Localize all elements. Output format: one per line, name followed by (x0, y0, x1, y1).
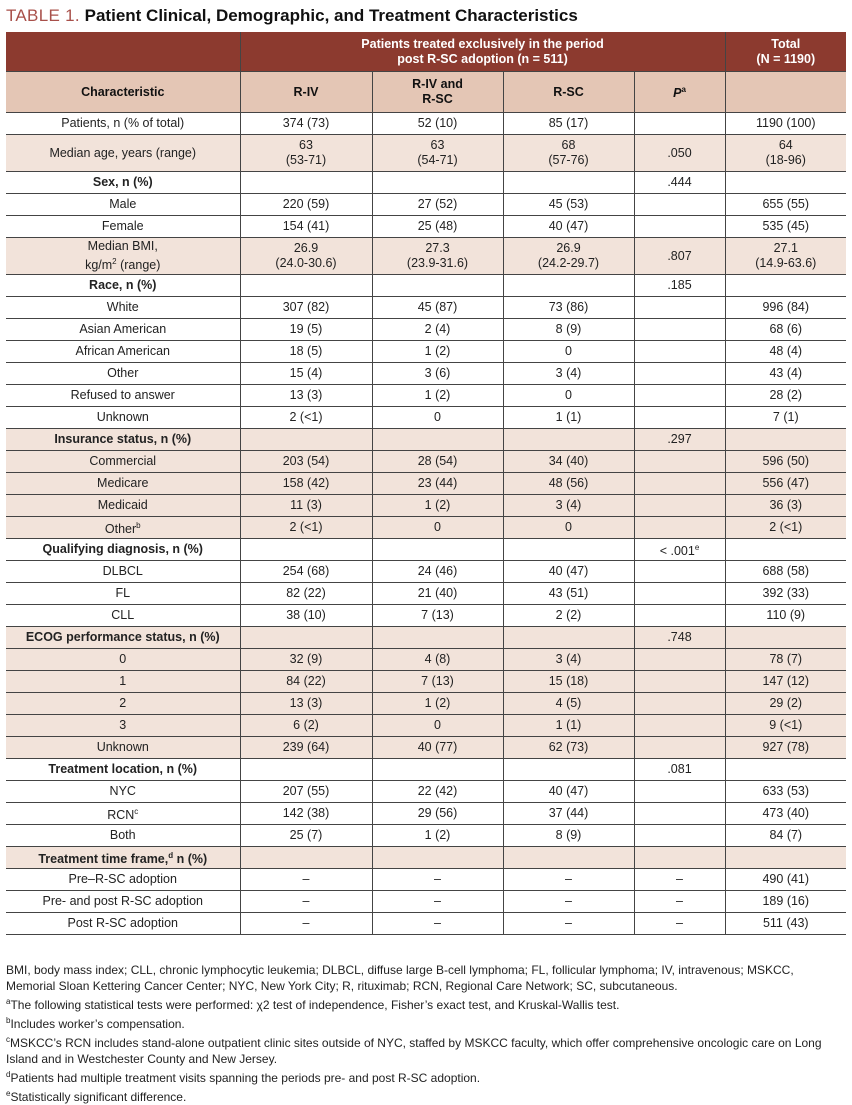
table-row (6, 319, 846, 341)
cell-both: 52 (10) (372, 113, 503, 135)
cell-both: 1 (2) (372, 495, 503, 517)
cell-riv: 207 (55) (240, 781, 372, 803)
cell-rsc: 34 (40) (503, 451, 634, 473)
row-label: White (6, 297, 240, 319)
cell-total: 511 (43) (725, 913, 846, 935)
cell-both: 25 (48) (372, 216, 503, 238)
row-label: 0 (6, 649, 240, 671)
row-label: Post R-SC adoption (6, 913, 240, 935)
cell-total: 490 (41) (725, 869, 846, 891)
row-label: Race, n (%) (6, 275, 240, 297)
cell-both: 7 (13) (372, 605, 503, 627)
cell-total (725, 539, 846, 561)
row-label: African American (6, 341, 240, 363)
header-column-row (6, 72, 846, 113)
cell-riv: 63 (53-71) (240, 135, 372, 172)
row-label: RCN$^c$ (6, 803, 240, 825)
col-rsc: R-SC (503, 72, 634, 113)
cell-p: .081 (634, 759, 725, 781)
cell-both: 28 (54) (372, 451, 503, 473)
cell-total: 535 (45) (725, 216, 846, 238)
cell-p: .050 (634, 135, 725, 172)
header-total: Total (N = 1190) (725, 32, 846, 72)
table-row (6, 847, 846, 869)
cell-riv: 254 (68) (240, 561, 372, 583)
cell-both: 0 (372, 407, 503, 429)
table-row (6, 473, 846, 495)
characteristics-table (6, 32, 846, 935)
cell-total (725, 847, 846, 869)
cell-total: 596 (50) (725, 451, 846, 473)
cell-rsc: 3 (4) (503, 649, 634, 671)
cell-both: – (372, 913, 503, 935)
cell-riv: – (240, 913, 372, 935)
row-label: NYC (6, 781, 240, 803)
cell-rsc: 0 (503, 385, 634, 407)
cell-total: 64 (18-96) (725, 135, 846, 172)
row-label: Insurance status, n (%) (6, 429, 240, 451)
row-label: DLBCL (6, 561, 240, 583)
table-row (6, 869, 846, 891)
cell-rsc (503, 429, 634, 451)
table-row (6, 539, 846, 561)
cell-rsc: 0 (503, 341, 634, 363)
cell-riv: 158 (42) (240, 473, 372, 495)
table-title-text: Patient Clinical, Demographic, and Treatment Characteristics (84, 6, 578, 25)
cell-both: 63 (54-71) (372, 135, 503, 172)
table-row (6, 913, 846, 935)
cell-total: 28 (2) (725, 385, 846, 407)
cell-rsc: 73 (86) (503, 297, 634, 319)
cell-rsc: 40 (47) (503, 781, 634, 803)
table-row (6, 238, 846, 275)
cell-total: 392 (33) (725, 583, 846, 605)
row-label: Commercial (6, 451, 240, 473)
cell-p (634, 649, 725, 671)
cell-both: 3 (6) (372, 363, 503, 385)
cell-p (634, 803, 725, 825)
cell-both (372, 627, 503, 649)
table-row (6, 737, 846, 759)
cell-p: .748 (634, 627, 725, 649)
cell-both: 1 (2) (372, 693, 503, 715)
cell-both: 22 (42) (372, 781, 503, 803)
cell-p (634, 561, 725, 583)
cell-both: 0 (372, 517, 503, 539)
cell-p (634, 194, 725, 216)
col-riv-rsc: R-IV and R-SC (372, 72, 503, 113)
row-label: Female (6, 216, 240, 238)
cell-riv: 84 (22) (240, 671, 372, 693)
cell-total: 9 (<1) (725, 715, 846, 737)
row-label: Pre–R-SC adoption (6, 869, 240, 891)
cell-rsc: 15 (18) (503, 671, 634, 693)
cell-rsc: 26.9 (24.2-29.7) (503, 238, 634, 275)
row-label: Other$^b$ (6, 517, 240, 539)
cell-p (634, 737, 725, 759)
row-label: Male (6, 194, 240, 216)
cell-riv: 26.9 (24.0-30.6) (240, 238, 372, 275)
table-row (6, 275, 846, 297)
row-label: Unknown (6, 737, 240, 759)
table-row (6, 297, 846, 319)
row-label: Sex, n (%) (6, 172, 240, 194)
row-label: Treatment location, n (%) (6, 759, 240, 781)
cell-total (725, 759, 846, 781)
cell-p (634, 825, 725, 847)
cell-riv: 13 (3) (240, 385, 372, 407)
cell-both: 1 (2) (372, 825, 503, 847)
cell-riv: 142 (38) (240, 803, 372, 825)
cell-riv: 11 (3) (240, 495, 372, 517)
table-row (6, 759, 846, 781)
table-row (6, 583, 846, 605)
cell-p (634, 495, 725, 517)
table-row (6, 517, 846, 539)
row-label: Medicaid (6, 495, 240, 517)
row-label: Unknown (6, 407, 240, 429)
cell-total (725, 172, 846, 194)
cell-total: 189 (16) (725, 891, 846, 913)
row-label: FL (6, 583, 240, 605)
cell-riv: 154 (41) (240, 216, 372, 238)
cell-p (634, 385, 725, 407)
cell-both: 1 (2) (372, 385, 503, 407)
cell-both: – (372, 869, 503, 891)
cell-p (634, 363, 725, 385)
cell-p: – (634, 869, 725, 891)
cell-both: 45 (87) (372, 297, 503, 319)
footnote-abbreviations: BMI, body mass index; CLL, chronic lymphocytic leukemia; DLBCL, diffuse large B-cell lymphoma; FL, follicular lymphoma; IV, intravenous; MSKCC, Memorial Sloan Kettering Cancer Center; NYC, New York City; R, rituximab; RCN, Regional Care Network; SC, subcutaneous. (6, 963, 794, 993)
footnote-b: $^b$Includes worker’s compensation. (6, 1016, 185, 1031)
cell-both: 27.3 (23.9-31.6) (372, 238, 503, 275)
col-characteristic: Characteristic (6, 72, 240, 113)
table-row (6, 693, 846, 715)
cell-total: 655 (55) (725, 194, 846, 216)
cell-total (725, 429, 846, 451)
cell-riv: – (240, 869, 372, 891)
cell-both: 2 (4) (372, 319, 503, 341)
row-label: 1 (6, 671, 240, 693)
row-label: Medicare (6, 473, 240, 495)
cell-p: < .001$^e$ (634, 539, 725, 561)
cell-p: .297 (634, 429, 725, 451)
row-label: Qualifying diagnosis, n (%) (6, 539, 240, 561)
cell-riv: 2 (<1) (240, 407, 372, 429)
cell-p (634, 847, 725, 869)
table-row (6, 172, 846, 194)
row-label: 3 (6, 715, 240, 737)
cell-total: 48 (4) (725, 341, 846, 363)
cell-rsc: 2 (2) (503, 605, 634, 627)
cell-riv: 6 (2) (240, 715, 372, 737)
cell-p (634, 583, 725, 605)
cell-p (634, 517, 725, 539)
cell-riv: 220 (59) (240, 194, 372, 216)
cell-rsc (503, 759, 634, 781)
cell-rsc: 1 (1) (503, 407, 634, 429)
cell-p: – (634, 891, 725, 913)
cell-total: 2 (<1) (725, 517, 846, 539)
cell-total: 68 (6) (725, 319, 846, 341)
cell-rsc (503, 172, 634, 194)
cell-both (372, 429, 503, 451)
row-label: Treatment time frame,$^d$ n (%) (6, 847, 240, 869)
cell-p (634, 297, 725, 319)
header-group: Patients treated exclusively in the period post R-SC adoption (n = 511) (240, 32, 725, 72)
cell-p: – (634, 913, 725, 935)
cell-both: 7 (13) (372, 671, 503, 693)
cell-p (634, 216, 725, 238)
cell-p (634, 605, 725, 627)
cell-rsc: 8 (9) (503, 825, 634, 847)
row-label: Median age, years (range) (6, 135, 240, 172)
cell-p: .185 (634, 275, 725, 297)
cell-total: 473 (40) (725, 803, 846, 825)
table-row (6, 715, 846, 737)
cell-rsc: – (503, 869, 634, 891)
cell-riv (240, 759, 372, 781)
cell-rsc: 37 (44) (503, 803, 634, 825)
cell-riv: 25 (7) (240, 825, 372, 847)
table-row (6, 216, 846, 238)
cell-riv (240, 429, 372, 451)
footnote-c: $^c$MSKCC’s RCN includes stand-alone outpatient clinic sites outside of NYC, staffed by MSKCC faculty, which offer comprehensive oncologic care on Long Island and in Westchester County and New Jersey. (6, 1035, 822, 1066)
cell-rsc: 0 (503, 517, 634, 539)
cell-riv (240, 847, 372, 869)
cell-both: 27 (52) (372, 194, 503, 216)
cell-rsc (503, 275, 634, 297)
cell-riv: 18 (5) (240, 341, 372, 363)
cell-total: 110 (9) (725, 605, 846, 627)
cell-total: 84 (7) (725, 825, 846, 847)
cell-p (634, 319, 725, 341)
cell-rsc: 4 (5) (503, 693, 634, 715)
table-row (6, 649, 846, 671)
cell-p (634, 341, 725, 363)
cell-p (634, 407, 725, 429)
cell-riv: 82 (22) (240, 583, 372, 605)
table-title (6, 6, 578, 26)
cell-total: 633 (53) (725, 781, 846, 803)
cell-p: .807 (634, 238, 725, 275)
row-label: Pre- and post R-SC adoption (6, 891, 240, 913)
cell-riv: 13 (3) (240, 693, 372, 715)
table-row (6, 671, 846, 693)
cell-rsc: 68 (57-76) (503, 135, 634, 172)
table-row (6, 451, 846, 473)
cell-riv: 307 (82) (240, 297, 372, 319)
cell-total: 927 (78) (725, 737, 846, 759)
cell-both: 0 (372, 715, 503, 737)
cell-rsc: 1 (1) (503, 715, 634, 737)
table-row (6, 803, 846, 825)
cell-p (634, 473, 725, 495)
cell-total (725, 627, 846, 649)
cell-rsc: 62 (73) (503, 737, 634, 759)
cell-riv: – (240, 891, 372, 913)
cell-rsc: 43 (51) (503, 583, 634, 605)
cell-rsc: 3 (4) (503, 363, 634, 385)
cell-rsc (503, 847, 634, 869)
cell-rsc: 3 (4) (503, 495, 634, 517)
cell-both (372, 847, 503, 869)
table-row (6, 781, 846, 803)
cell-p (634, 715, 725, 737)
cell-rsc: – (503, 891, 634, 913)
cell-total: 78 (7) (725, 649, 846, 671)
cell-p (634, 671, 725, 693)
cell-both (372, 759, 503, 781)
cell-riv: 2 (<1) (240, 517, 372, 539)
cell-total: 27.1 (14.9-63.6) (725, 238, 846, 275)
table-row (6, 407, 846, 429)
row-label: Patients, n (% of total) (6, 113, 240, 135)
cell-riv: 203 (54) (240, 451, 372, 473)
row-label: CLL (6, 605, 240, 627)
cell-total: 147 (12) (725, 671, 846, 693)
col-riv: R-IV (240, 72, 372, 113)
row-label: Both (6, 825, 240, 847)
cell-both (372, 539, 503, 561)
cell-p (634, 693, 725, 715)
cell-total: 43 (4) (725, 363, 846, 385)
cell-total: 36 (3) (725, 495, 846, 517)
table-row (6, 605, 846, 627)
row-label: 2 (6, 693, 240, 715)
cell-rsc (503, 627, 634, 649)
cell-rsc: 48 (56) (503, 473, 634, 495)
cell-riv (240, 172, 372, 194)
table-row (6, 561, 846, 583)
cell-both: 1 (2) (372, 341, 503, 363)
table-row (6, 363, 846, 385)
cell-both: 24 (46) (372, 561, 503, 583)
cell-both: 29 (56) (372, 803, 503, 825)
footnote-a: $^a$The following statistical tests were performed: χ2 test of independence, Fisher’s exact test, and Kruskal-Wallis test. (6, 997, 620, 1012)
table-row (6, 627, 846, 649)
cell-riv (240, 275, 372, 297)
cell-riv: 32 (9) (240, 649, 372, 671)
cell-both: 23 (44) (372, 473, 503, 495)
table-row (6, 825, 846, 847)
row-label: Refused to answer (6, 385, 240, 407)
cell-rsc: – (503, 913, 634, 935)
cell-total: 688 (58) (725, 561, 846, 583)
cell-rsc (503, 539, 634, 561)
cell-total: 996 (84) (725, 297, 846, 319)
table-row (6, 113, 846, 135)
header-group-row (6, 32, 846, 72)
table-label: TABLE 1. (6, 6, 80, 25)
header-blank (6, 32, 240, 72)
cell-p: .444 (634, 172, 725, 194)
cell-both: – (372, 891, 503, 913)
cell-total: 556 (47) (725, 473, 846, 495)
cell-riv: 38 (10) (240, 605, 372, 627)
col-total (725, 72, 846, 113)
col-p: $P^a$ (634, 72, 725, 113)
cell-total: 1190 (100) (725, 113, 846, 135)
cell-riv (240, 627, 372, 649)
row-label: Other (6, 363, 240, 385)
cell-both: 4 (8) (372, 649, 503, 671)
cell-both: 40 (77) (372, 737, 503, 759)
cell-rsc: 40 (47) (503, 561, 634, 583)
cell-both (372, 172, 503, 194)
cell-rsc: 45 (53) (503, 194, 634, 216)
cell-p (634, 113, 725, 135)
cell-riv: 19 (5) (240, 319, 372, 341)
cell-rsc: 8 (9) (503, 319, 634, 341)
cell-riv: 239 (64) (240, 737, 372, 759)
cell-total: 29 (2) (725, 693, 846, 715)
footnotes (6, 962, 846, 1105)
cell-p (634, 781, 725, 803)
cell-riv: 374 (73) (240, 113, 372, 135)
cell-rsc: 40 (47) (503, 216, 634, 238)
table-row (6, 429, 846, 451)
row-label: ECOG performance status, n (%) (6, 627, 240, 649)
cell-riv: 15 (4) (240, 363, 372, 385)
table-row (6, 495, 846, 517)
cell-p (634, 451, 725, 473)
cell-riv (240, 539, 372, 561)
cell-rsc: 85 (17) (503, 113, 634, 135)
cell-both (372, 275, 503, 297)
footnote-d: $^d$Patients had multiple treatment visits spanning the periods pre- and post R-SC adoption. (6, 1070, 481, 1085)
cell-total: 7 (1) (725, 407, 846, 429)
table-row (6, 891, 846, 913)
cell-total (725, 275, 846, 297)
cell-both: 21 (40) (372, 583, 503, 605)
table-row (6, 194, 846, 216)
row-label: Asian American (6, 319, 240, 341)
table-row (6, 385, 846, 407)
footnote-e: $^e$Statistically significant difference. (6, 1089, 187, 1104)
table-row (6, 341, 846, 363)
row-label: Median BMI, $kg/m^2$ (range) (6, 238, 240, 275)
table-row (6, 135, 846, 172)
